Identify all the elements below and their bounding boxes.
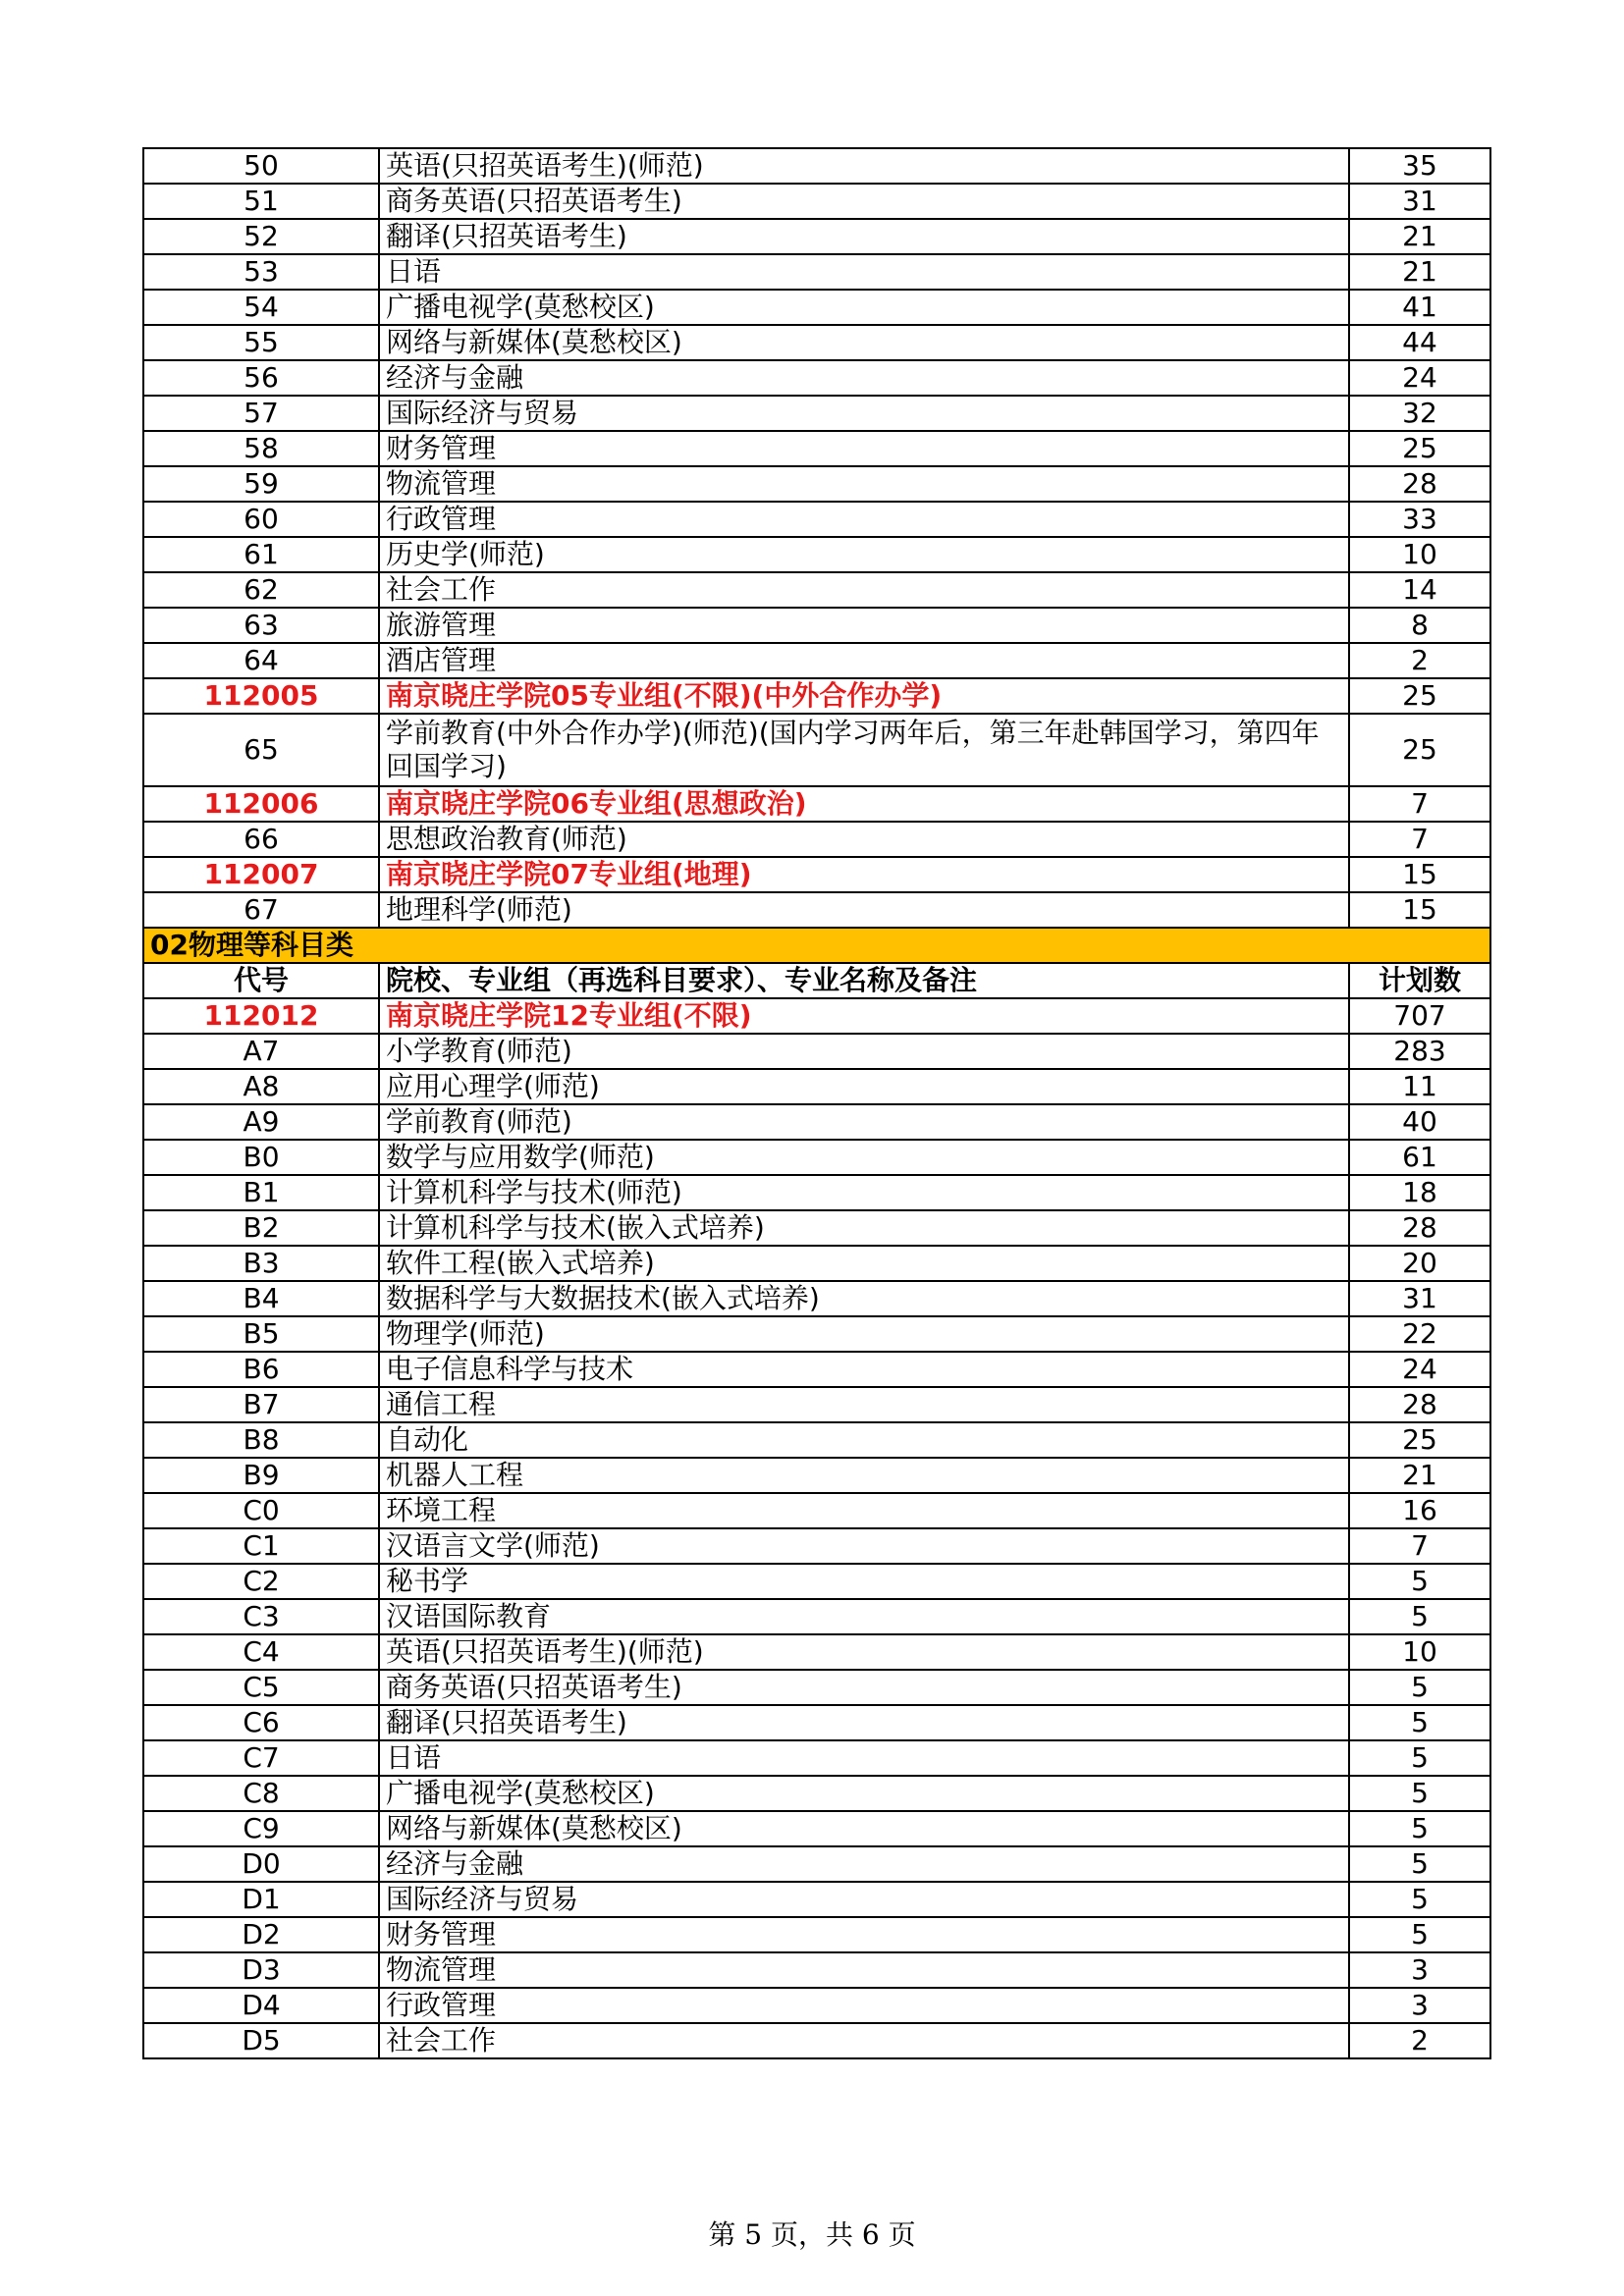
- code-cell: 56: [143, 360, 379, 396]
- group-row: [143, 678, 1490, 714]
- code-cell: 52: [143, 219, 379, 254]
- count-cell: 计划数: [1349, 963, 1490, 998]
- count-cell: 28: [1349, 1387, 1490, 1422]
- table-row: [143, 1599, 1490, 1634]
- table-row: [143, 502, 1490, 537]
- code-cell: 62: [143, 572, 379, 608]
- code-cell: C9: [143, 1811, 379, 1846]
- table-row: [143, 1705, 1490, 1740]
- name-cell: 计算机科学与技术(师范): [379, 1175, 1349, 1210]
- table-row: [143, 1988, 1490, 2023]
- code-cell: 50: [143, 148, 379, 184]
- name-cell: 环境工程: [379, 1493, 1349, 1528]
- table-row: [143, 1564, 1490, 1599]
- count-cell: 21: [1349, 219, 1490, 254]
- code-cell: A8: [143, 1069, 379, 1104]
- code-cell: B3: [143, 1246, 379, 1281]
- name-cell: 国际经济与贸易: [379, 1882, 1349, 1917]
- name-cell: 社会工作: [379, 572, 1349, 608]
- count-cell: 20: [1349, 1246, 1490, 1281]
- code-cell: D1: [143, 1882, 379, 1917]
- count-cell: 2: [1349, 2023, 1490, 2058]
- code-cell: D2: [143, 1917, 379, 1952]
- code-cell: 57: [143, 396, 379, 431]
- table-row: [143, 1811, 1490, 1846]
- page-footer: 第 5 页，共 6 页: [708, 2218, 916, 2251]
- table-row: [143, 219, 1490, 254]
- table-row: [143, 1917, 1490, 1952]
- count-cell: 5: [1349, 1670, 1490, 1705]
- name-cell: 旅游管理: [379, 608, 1349, 643]
- table-row: [143, 254, 1490, 290]
- code-cell: 55: [143, 325, 379, 360]
- code-cell: B5: [143, 1316, 379, 1352]
- count-cell: 61: [1349, 1140, 1490, 1175]
- code-cell: 65: [143, 714, 379, 786]
- name-cell: 商务英语(只招英语考生): [379, 184, 1349, 219]
- table-row: [143, 148, 1490, 184]
- name-cell: 商务英语(只招英语考生): [379, 1670, 1349, 1705]
- count-cell: 5: [1349, 1776, 1490, 1811]
- table-row: [143, 714, 1490, 786]
- name-cell: 汉语国际教育: [379, 1599, 1349, 1634]
- code-cell: B6: [143, 1352, 379, 1387]
- count-cell: 21: [1349, 1458, 1490, 1493]
- name-cell: 酒店管理: [379, 643, 1349, 678]
- name-cell: 计算机科学与技术(嵌入式培养): [379, 1210, 1349, 1246]
- column-header-row: [143, 963, 1490, 998]
- table-row: [143, 1281, 1490, 1316]
- name-cell: 思想政治教育(师范): [379, 822, 1349, 857]
- table-row: [143, 360, 1490, 396]
- code-cell: C2: [143, 1564, 379, 1599]
- table-row: [143, 537, 1490, 572]
- count-cell: 7: [1349, 786, 1490, 822]
- table-row: [143, 1528, 1490, 1564]
- table-row: [143, 1458, 1490, 1493]
- count-cell: 283: [1349, 1034, 1490, 1069]
- table-row: [143, 608, 1490, 643]
- name-cell: 国际经济与贸易: [379, 396, 1349, 431]
- code-cell: C3: [143, 1599, 379, 1634]
- name-cell: 小学教育(师范): [379, 1034, 1349, 1069]
- code-cell: C1: [143, 1528, 379, 1564]
- code-cell: 112007: [143, 857, 379, 892]
- table-row: [143, 1104, 1490, 1140]
- table-row: [143, 431, 1490, 466]
- name-cell: 财务管理: [379, 1917, 1349, 1952]
- name-cell: 日语: [379, 254, 1349, 290]
- table-row: [143, 396, 1490, 431]
- table-row: [143, 1846, 1490, 1882]
- code-cell: B0: [143, 1140, 379, 1175]
- code-cell: D3: [143, 1952, 379, 1988]
- code-cell: D5: [143, 2023, 379, 2058]
- count-cell: 7: [1349, 822, 1490, 857]
- name-cell: 日语: [379, 1740, 1349, 1776]
- name-cell: 南京晓庄学院07专业组(地理): [379, 857, 1349, 892]
- count-cell: 40: [1349, 1104, 1490, 1140]
- code-cell: B1: [143, 1175, 379, 1210]
- count-cell: 35: [1349, 148, 1490, 184]
- code-cell: B2: [143, 1210, 379, 1246]
- table-row: [143, 1634, 1490, 1670]
- code-cell: C7: [143, 1740, 379, 1776]
- table-row: [143, 1776, 1490, 1811]
- count-cell: 5: [1349, 1564, 1490, 1599]
- count-cell: 31: [1349, 184, 1490, 219]
- name-cell: 学前教育(中外合作办学)(师范)(国内学习两年后，第三年赴韩国学习，第四年回国学习): [379, 714, 1349, 786]
- name-cell: 经济与金融: [379, 360, 1349, 396]
- name-cell: 翻译(只招英语考生): [379, 1705, 1349, 1740]
- table-row: [143, 643, 1490, 678]
- name-cell: 南京晓庄学院06专业组(思想政治): [379, 786, 1349, 822]
- count-cell: 5: [1349, 1917, 1490, 1952]
- name-cell: 院校、专业组（再选科目要求）、专业名称及备注: [379, 963, 1349, 998]
- count-cell: 22: [1349, 1316, 1490, 1352]
- count-cell: 11: [1349, 1069, 1490, 1104]
- code-cell: 51: [143, 184, 379, 219]
- name-cell: 电子信息科学与技术: [379, 1352, 1349, 1387]
- count-cell: 15: [1349, 892, 1490, 928]
- code-cell: B9: [143, 1458, 379, 1493]
- table-row: [143, 1316, 1490, 1352]
- name-cell: 物流管理: [379, 1952, 1349, 1988]
- count-cell: 14: [1349, 572, 1490, 608]
- name-cell: 应用心理学(师范): [379, 1069, 1349, 1104]
- code-cell: 61: [143, 537, 379, 572]
- name-cell: 数学与应用数学(师范): [379, 1140, 1349, 1175]
- code-cell: B4: [143, 1281, 379, 1316]
- table-row: [143, 1069, 1490, 1104]
- name-cell: 南京晓庄学院05专业组(不限)(中外合作办学): [379, 678, 1349, 714]
- code-cell: 67: [143, 892, 379, 928]
- name-cell: 汉语言文学(师范): [379, 1528, 1349, 1564]
- code-cell: B7: [143, 1387, 379, 1422]
- count-cell: 25: [1349, 678, 1490, 714]
- count-cell: 32: [1349, 396, 1490, 431]
- table-row: [143, 1246, 1490, 1281]
- code-cell: D0: [143, 1846, 379, 1882]
- name-cell: 物流管理: [379, 466, 1349, 502]
- count-cell: 5: [1349, 1599, 1490, 1634]
- enrollment-plan-table: [142, 147, 1491, 2059]
- count-cell: 21: [1349, 254, 1490, 290]
- count-cell: 28: [1349, 466, 1490, 502]
- code-cell: 64: [143, 643, 379, 678]
- count-cell: 18: [1349, 1175, 1490, 1210]
- count-cell: 33: [1349, 502, 1490, 537]
- count-cell: 15: [1349, 857, 1490, 892]
- table-row: [143, 184, 1490, 219]
- table-row: [143, 290, 1490, 325]
- name-cell: 学前教育(师范): [379, 1104, 1349, 1140]
- code-cell: 60: [143, 502, 379, 537]
- count-cell: 3: [1349, 1988, 1490, 2023]
- name-cell: 行政管理: [379, 502, 1349, 537]
- table-row: [143, 1352, 1490, 1387]
- table-row: [143, 892, 1490, 928]
- code-cell: 112005: [143, 678, 379, 714]
- group-row: [143, 786, 1490, 822]
- name-cell: 物理学(师范): [379, 1316, 1349, 1352]
- name-cell: 广播电视学(莫愁校区): [379, 1776, 1349, 1811]
- count-cell: 16: [1349, 1493, 1490, 1528]
- table-row: [143, 822, 1490, 857]
- name-cell: 行政管理: [379, 1988, 1349, 2023]
- code-cell: 112006: [143, 786, 379, 822]
- name-cell: 自动化: [379, 1422, 1349, 1458]
- code-cell: C0: [143, 1493, 379, 1528]
- code-cell: B8: [143, 1422, 379, 1458]
- table-row: [143, 2023, 1490, 2058]
- count-cell: 10: [1349, 537, 1490, 572]
- code-cell: A7: [143, 1034, 379, 1069]
- count-cell: 3: [1349, 1952, 1490, 1988]
- table-row: [143, 1140, 1490, 1175]
- name-cell: 翻译(只招英语考生): [379, 219, 1349, 254]
- table-row: [143, 1422, 1490, 1458]
- section-header-row: [143, 928, 1490, 963]
- name-cell: 网络与新媒体(莫愁校区): [379, 325, 1349, 360]
- name-cell: 数据科学与大数据技术(嵌入式培养): [379, 1281, 1349, 1316]
- table-row: [143, 325, 1490, 360]
- count-cell: 44: [1349, 325, 1490, 360]
- name-cell: 财务管理: [379, 431, 1349, 466]
- count-cell: 5: [1349, 1846, 1490, 1882]
- count-cell: 10: [1349, 1634, 1490, 1670]
- count-cell: 5: [1349, 1811, 1490, 1846]
- count-cell: 5: [1349, 1882, 1490, 1917]
- count-cell: 707: [1349, 998, 1490, 1034]
- code-cell: 58: [143, 431, 379, 466]
- code-cell: 63: [143, 608, 379, 643]
- name-cell: 秘书学: [379, 1564, 1349, 1599]
- count-cell: 31: [1349, 1281, 1490, 1316]
- table-row: [143, 1493, 1490, 1528]
- name-cell: 广播电视学(莫愁校区): [379, 290, 1349, 325]
- name-cell: 经济与金融: [379, 1846, 1349, 1882]
- code-cell: C5: [143, 1670, 379, 1705]
- name-cell: 机器人工程: [379, 1458, 1349, 1493]
- table-row: [143, 1670, 1490, 1705]
- code-cell: A9: [143, 1104, 379, 1140]
- section-title: 02物理等科目类: [143, 928, 1490, 963]
- name-cell: 软件工程(嵌入式培养): [379, 1246, 1349, 1281]
- code-cell: 66: [143, 822, 379, 857]
- name-cell: 网络与新媒体(莫愁校区): [379, 1811, 1349, 1846]
- group-row: [143, 998, 1490, 1034]
- count-cell: 8: [1349, 608, 1490, 643]
- code-cell: 59: [143, 466, 379, 502]
- table-row: [143, 1210, 1490, 1246]
- name-cell: 英语(只招英语考生)(师范): [379, 1634, 1349, 1670]
- count-cell: 25: [1349, 714, 1490, 786]
- code-cell: C8: [143, 1776, 379, 1811]
- count-cell: 24: [1349, 1352, 1490, 1387]
- table-row: [143, 1387, 1490, 1422]
- code-cell: 代号: [143, 963, 379, 998]
- table-row: [143, 466, 1490, 502]
- name-cell: 地理科学(师范): [379, 892, 1349, 928]
- code-cell: 54: [143, 290, 379, 325]
- table-row: [143, 1740, 1490, 1776]
- name-cell: 英语(只招英语考生)(师范): [379, 148, 1349, 184]
- count-cell: 28: [1349, 1210, 1490, 1246]
- name-cell: 南京晓庄学院12专业组(不限): [379, 998, 1349, 1034]
- group-row: [143, 857, 1490, 892]
- count-cell: 7: [1349, 1528, 1490, 1564]
- code-cell: C4: [143, 1634, 379, 1670]
- table-row: [143, 1882, 1490, 1917]
- count-cell: 41: [1349, 290, 1490, 325]
- name-cell: 历史学(师范): [379, 537, 1349, 572]
- code-cell: D4: [143, 1988, 379, 2023]
- count-cell: 24: [1349, 360, 1490, 396]
- table-row: [143, 1034, 1490, 1069]
- table-row: [143, 1175, 1490, 1210]
- table-row: [143, 572, 1490, 608]
- count-cell: 5: [1349, 1740, 1490, 1776]
- name-cell: 通信工程: [379, 1387, 1349, 1422]
- count-cell: 25: [1349, 1422, 1490, 1458]
- name-cell: 社会工作: [379, 2023, 1349, 2058]
- code-cell: 53: [143, 254, 379, 290]
- table-body: [143, 148, 1490, 2058]
- code-cell: 112012: [143, 998, 379, 1034]
- table-row: [143, 1952, 1490, 1988]
- code-cell: C6: [143, 1705, 379, 1740]
- count-cell: 2: [1349, 643, 1490, 678]
- count-cell: 5: [1349, 1705, 1490, 1740]
- count-cell: 25: [1349, 431, 1490, 466]
